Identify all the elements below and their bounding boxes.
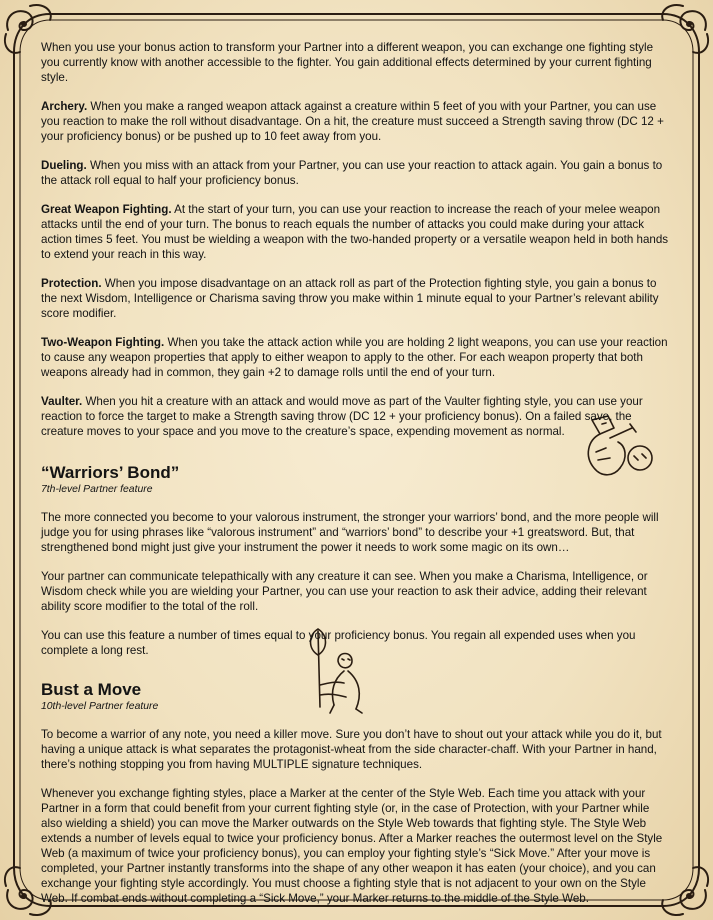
two-weapon-fighting-title: Two-Weapon Fighting.	[41, 336, 165, 349]
archery-text: When you make a ranged weapon attack against a creature within 5 feet of you with your Partner, you can use you reaction to make the roll without disadvantage. On a hit, the creature must succeed a Strength saving throw (DC 12 + your proficiency bonus) or be pushed up to 10 feet away from you.	[41, 100, 664, 143]
dueling-paragraph	[41, 158, 673, 188]
protection-paragraph	[41, 276, 673, 321]
great-weapon-fighting-text: At the start of your turn, you can use your reaction to increase the reach of your melee weapon attacks until the end of your turn. The bonus to reach equals the number of attacks you could make during your attack action times 5 feet. You must be wielding a weapon with the two-handed property or a versatile weapon held in both hands to extend your reach in this way.	[41, 203, 669, 261]
warriors-bond-paragraph-3: You can use this feature a number of times equal to your proficiency bonus. You regain all expended uses when you complete a long rest.	[41, 629, 636, 657]
bust-a-move-heading: Bust a Move	[41, 680, 142, 699]
warriors-bond-paragraph-1: The more connected you become to your valorous instrument, the stronger your warriors’ bond, and the more people will judge you for using phrases like “valorous instrument” and “warriors’ bond” to describe your +1 greatsword. But, that strengthened bond might just give your instrument the power it needs to work some magic on its own…	[41, 511, 659, 554]
bust-a-move-paragraph-2: Whenever you exchange fighting styles, place a Marker at the center of the Style Web. Each time you attack with your Partner in a form that could benefit from your current fighting style (or, in the case of Protection, with your Partner while also wielding a shield) you can move the Marker outwards on the Style Web towards that fighting style. The Style Web extends a number of levels equal to twice your proficiency bonus. After a Marker reaches the outermost level on the Style Web (a maximum of twice your proficiency bonus), you can employ your fighting style’s “Sick Move.” After your move is completed, your Partner instantly transforms into the shape of any other weapon it has eaten (your choice), and you can exchange your fighting style accordingly. You must choose a fighting style that is not adjacent to your own on the Style Web. If combat ends without completing a “Sick Move,” your Marker returns to the middle of the Style Web.	[41, 787, 663, 905]
vaulter-paragraph	[41, 394, 673, 439]
warriors-bond-paragraph-2: Your partner can communicate telepathically with any creature it can see. When you make a Charisma, Intelligence, or Wisdom check while you are wielding your Partner, you can use your reaction to ask their advice, adding their relevant ability score modifier to the total of the roll.	[41, 570, 648, 613]
great-weapon-fighting-title: Great Weapon Fighting.	[41, 203, 172, 216]
warriors-bond-heading: “Warriors’ Bond”	[41, 463, 180, 482]
archery-title: Archery.	[41, 100, 88, 113]
great-weapon-fighting-paragraph	[41, 202, 673, 262]
two-weapon-fighting-text: When you take the attack action while you are holding 2 light weapons, you can use your reaction to cause any weapon properties that apply to either weapon to apply to the other. For each weapon property that both weapons already had in common, they gain +2 to damage rolls until the end of your turn.	[41, 336, 668, 379]
two-weapon-fighting-paragraph	[41, 335, 673, 380]
protection-text: When you impose disadvantage on an attack roll as part of the Protection fighting style, you gain a bonus to the next Wisdom, Intelligence or Charisma saving throw you make within 1 minute equal to your Partner’s relevant ability score modifier.	[41, 277, 659, 320]
vaulter-title: Vaulter.	[41, 395, 83, 408]
protection-title: Protection.	[41, 277, 102, 290]
bust-a-move-subtitle: 10th-level Partner feature	[41, 701, 159, 712]
intro-paragraph: When you use your bonus action to transform your Partner into a different weapon, you can exchange one fighting style you currently know with another accessible to the fighter. You gain additional effects determined by your current fighting style.	[41, 41, 654, 84]
vaulter-text: When you hit a creature with an attack and would move as part of the Vaulter fighting style, you can use your reaction to force the target to make a Strength saving throw (DC 12 + your proficiency bonus). On a failed save, the creature moves to your space and you move to the creature’s space, expending movement as normal.	[41, 395, 643, 438]
page-content	[41, 40, 673, 920]
archery-paragraph	[41, 99, 673, 144]
warriors-bond-subtitle: 7th-level Partner feature	[41, 484, 153, 495]
dueling-title: Dueling.	[41, 159, 87, 172]
bust-a-move-paragraph-1: To become a warrior of any note, you need a killer move. Sure you don’t have to shout out your attack while you do it, but having a unique attack is what separates the protagonist-wheat from the side character-chaff. With your Partner in hand, there’s nothing stopping you from having MULTIPLE signature techniques.	[41, 728, 662, 771]
dueling-text: When you miss with an attack from your Partner, you can use your reaction to attack again. You gain a bonus to the attack roll equal to half your proficiency bonus.	[41, 159, 663, 187]
